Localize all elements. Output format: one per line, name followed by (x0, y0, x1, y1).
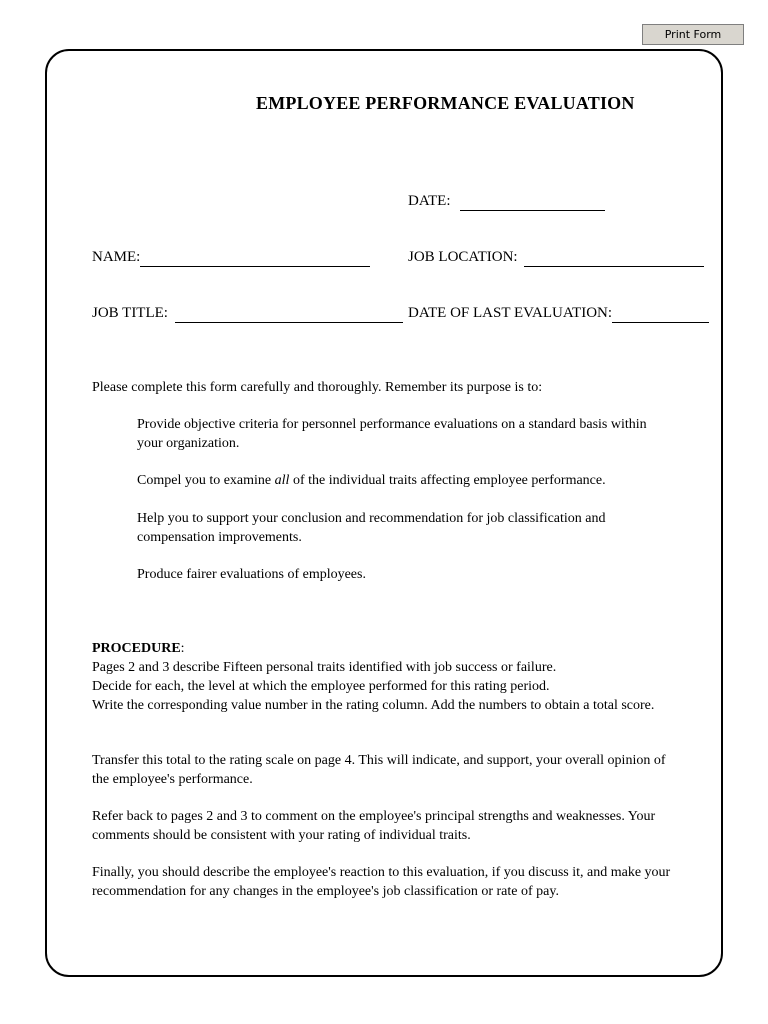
procedure-paragraph-3: Refer back to pages 2 and 3 to comment on the employee's principal strengths and weaknesses. Your comments should be consistent with your rating of individual traits. (92, 809, 656, 843)
procedure-heading: PROCEDURE (92, 641, 181, 656)
page-title: EMPLOYEE PERFORMANCE EVALUATION (256, 93, 635, 113)
last-evaluation-label: DATE OF LAST EVALUATION: (408, 305, 613, 321)
procedure-heading-row (92, 639, 682, 658)
last-evaluation-field[interactable] (612, 307, 709, 323)
job-title-field[interactable] (175, 307, 403, 323)
job-title-row (92, 305, 403, 323)
date-field[interactable] (460, 195, 605, 211)
job-title-label: JOB TITLE: (92, 305, 168, 321)
job-location-field[interactable] (524, 251, 704, 267)
purpose-item-2 (137, 471, 697, 490)
purpose-item-3: Help you to support your conclusion and recommendation for job classification and compensation improvements. (137, 511, 606, 545)
purpose-item-2-emphasis: all (274, 473, 290, 488)
purpose-item-1: Provide objective criteria for personnel performance evaluations on a standard basis within your organization. (137, 417, 647, 451)
intro-lead: Please complete this form carefully and thoroughly. Remember its purpose is to: (92, 380, 543, 395)
procedure-line-1: Pages 2 and 3 describe Fifteen personal traits identified with job success or failure. (92, 660, 557, 675)
procedure-paragraph-4: Finally, you should describe the employee's reaction to this evaluation, if you discuss it, and make your recommendation for any changes in the employee's job classification or rate of pay. (92, 865, 671, 899)
procedure-line-3: Write the corresponding value number in the rating column. Add the numbers to obtain a total score. (92, 698, 655, 713)
name-row (92, 249, 370, 267)
procedure-heading-colon: : (180, 641, 185, 656)
procedure-paragraph-2: Transfer this total to the rating scale on page 4. This will indicate, and support, your overall opinion of the employee's performance. (92, 753, 666, 787)
purpose-item-2-pre: Compel you to examine (137, 473, 275, 488)
job-location-row (408, 249, 704, 267)
date-label: DATE: (408, 193, 451, 209)
job-location-label: JOB LOCATION: (408, 249, 518, 265)
name-field[interactable] (140, 251, 370, 267)
procedure-block (92, 639, 682, 715)
procedure-line-2: Decide for each, the level at which the employee performed for this rating period. (92, 679, 550, 694)
date-row (408, 193, 605, 211)
purpose-item-4: Produce fairer evaluations of employees. (137, 567, 366, 582)
purpose-item-2-post: of the individual traits affecting employee performance. (289, 473, 606, 488)
name-label: NAME: (92, 249, 141, 265)
print-form-button[interactable]: Print Form (642, 24, 744, 45)
last-evaluation-row (408, 305, 709, 323)
